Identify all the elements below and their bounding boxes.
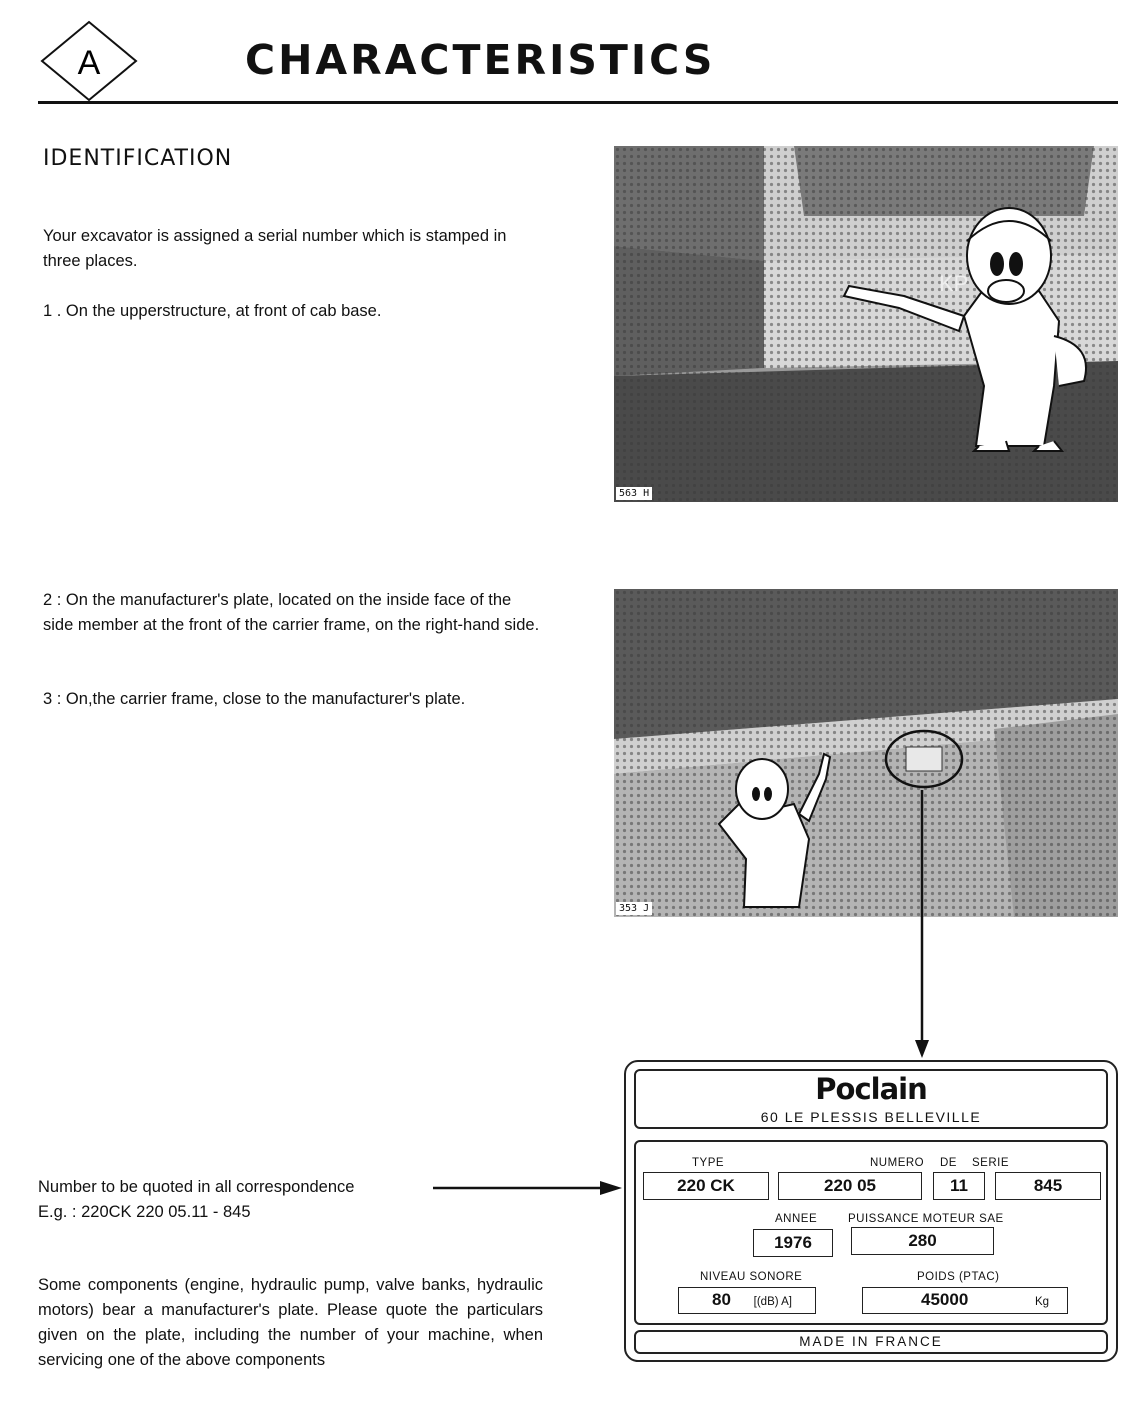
label-annee: ANNEE — [775, 1213, 818, 1225]
unit-niveau: [(dB) A] — [753, 1296, 793, 1308]
label-puissance: PUISSANCE MOTEUR SAE — [848, 1213, 1004, 1225]
section-letter: A — [77, 44, 101, 82]
location-item-1: 1 . On the upperstructure, at front of cab base. — [43, 302, 382, 320]
quote-example: E.g. : 220CK 220 05.11 - 845 — [38, 1203, 251, 1221]
value-annee: 1976 — [753, 1229, 833, 1257]
svg-text:KP: KP — [939, 271, 969, 296]
plate-address: 60 LE PLESSIS BELLEVILLE — [760, 1109, 982, 1125]
value-de: 11 — [933, 1172, 985, 1200]
value-serie: 845 — [995, 1172, 1101, 1200]
label-niveau: NIVEAU SONORE — [700, 1271, 803, 1283]
label-serie: SERIE — [972, 1157, 1010, 1169]
value-niveau: 80 — [712, 1290, 731, 1309]
arrow-right-icon — [600, 1181, 622, 1195]
quote-instruction: Number to be quoted in all correspondence — [38, 1178, 355, 1196]
location-item-3: 3 : On,the carrier frame, close to the manufacturer's plate. — [43, 690, 466, 708]
page-title: CHARACTERISTICS — [245, 36, 716, 84]
label-type: TYPE — [692, 1157, 725, 1169]
plate-footer: MADE IN FRANCE — [634, 1330, 1108, 1354]
value-poids-box — [862, 1287, 1068, 1314]
location-item-2: 2 : On the manufacturer's plate, located on the inside face of the side member at the front of the carrier frame, on the right-hand side. — [43, 591, 540, 634]
arrow-down-icon — [915, 1040, 929, 1058]
components-note: Some components (engine, hydraulic pump, valve banks, hydraulic motors) bear a manufacturer's plate. Please quote the particulars given on the plate, including the number of your machine, when servicing one of the above components — [38, 1276, 543, 1369]
label-numero: NUMERO — [870, 1157, 925, 1169]
value-numero: 220 05 — [778, 1172, 922, 1200]
photo-code: 563 H — [616, 487, 652, 500]
label-de: DE — [940, 1157, 957, 1169]
label-poids: POIDS (PTAC) — [917, 1271, 1000, 1283]
value-niveau-box — [678, 1287, 816, 1314]
value-type: 220 CK — [643, 1172, 769, 1200]
section-heading: IDENTIFICATION — [43, 146, 233, 171]
plate-brand: Poclain — [815, 1072, 927, 1106]
intro-paragraph: Your excavator is assigned a serial number which is stamped in three places. — [43, 227, 507, 270]
value-puissance: 280 — [851, 1227, 994, 1255]
unit-poids: Kg — [1035, 1296, 1050, 1308]
photo-code: 353 J — [616, 902, 652, 915]
value-poids: 45000 — [921, 1290, 969, 1309]
